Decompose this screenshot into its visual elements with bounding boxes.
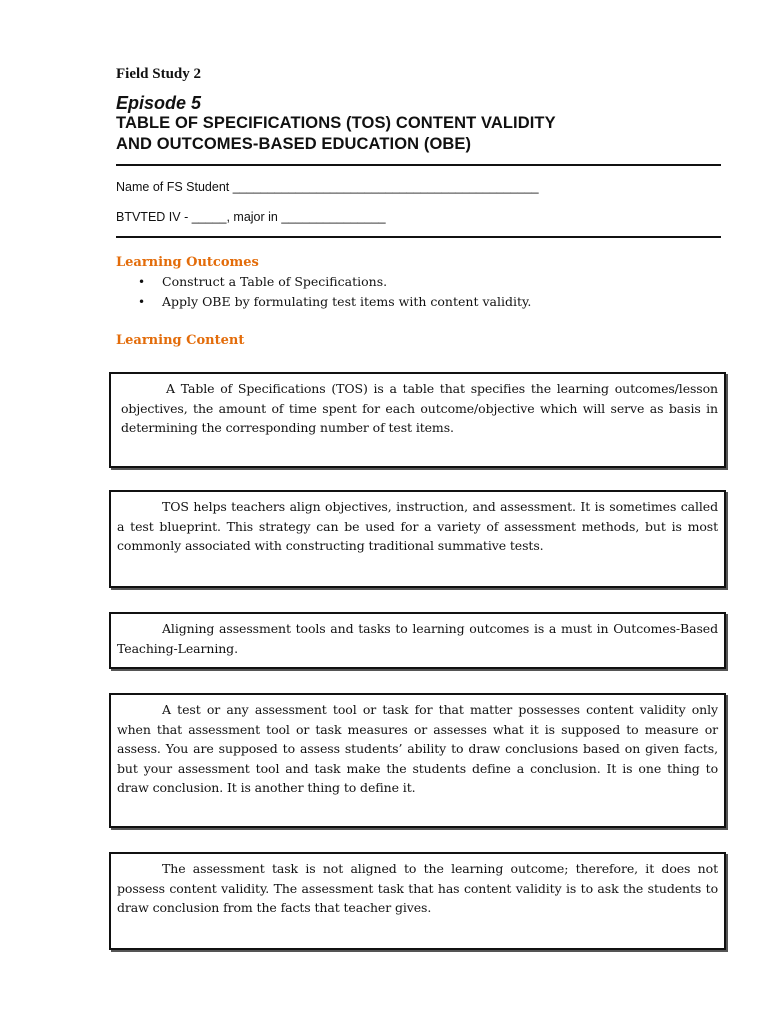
bullet-icon: • — [138, 295, 146, 309]
top-divider — [116, 164, 721, 166]
bullet-icon: • — [138, 275, 146, 289]
content-paragraph: A test or any assessment tool or task for that matter possesses content validity only when that assessment tool or task measures or assesses what it is supposed to measure or assess. You are supposed to assess students’ ability to draw conclusions based on given facts, but your assessment tool and task make the students define a conclusion. It is one thing to draw conclusion. It is another thing to define it. — [117, 702, 718, 796]
content-box-example — [109, 852, 726, 950]
learning-outcomes-heading: Learning Outcomes — [116, 255, 259, 270]
course-label: Field Study 2 — [116, 66, 202, 82]
page-title-line-1: TABLE OF SPECIFICATIONS (TOS) CONTENT VALIDITY — [116, 114, 556, 132]
learning-content-heading: Learning Content — [116, 333, 245, 348]
student-name-field: Name of FS Student ____________________________________________ — [116, 180, 539, 194]
content-paragraph: A Table of Specifications (TOS) is a table that specifies the learning outcomes/lesson objectives, the amount of time spent for each outcome/objective which will serve as basis in determining the corresponding number of test items. — [121, 381, 718, 436]
program-field: BTVTED IV - _____, major in _______________ — [116, 210, 386, 224]
list-item — [136, 292, 531, 312]
learning-outcomes-list — [136, 272, 531, 312]
content-paragraph: Aligning assessment tools and tasks to learning outcomes is a must in Outcomes-Based Teaching-Learning. — [117, 621, 718, 656]
list-item — [136, 272, 531, 292]
content-paragraph: The assessment task is not aligned to the learning outcome; therefore, it does not possess content validity. The assessment task that has content validity is to ask the students to draw conclusion from the facts that teacher gives. — [117, 861, 718, 916]
content-box-content-validity — [109, 693, 726, 828]
episode-label: Episode 5 — [116, 93, 202, 113]
content-box-tos-definition — [109, 372, 726, 468]
outcome-text: Apply OBE by formulating test items with content validity. — [162, 294, 532, 309]
outcome-text: Construct a Table of Specifications. — [162, 274, 388, 289]
content-box-alignment — [109, 612, 726, 669]
bottom-divider — [116, 236, 721, 238]
content-box-tos-purpose — [109, 490, 726, 588]
content-paragraph: TOS helps teachers align objectives, instruction, and assessment. It is sometimes called a test blueprint. This strategy can be used for a variety of assessment methods, but is most commonly associated with constructing traditional summative tests. — [117, 499, 718, 554]
page-title-line-2: AND OUTCOMES-BASED EDUCATION (OBE) — [116, 135, 472, 153]
